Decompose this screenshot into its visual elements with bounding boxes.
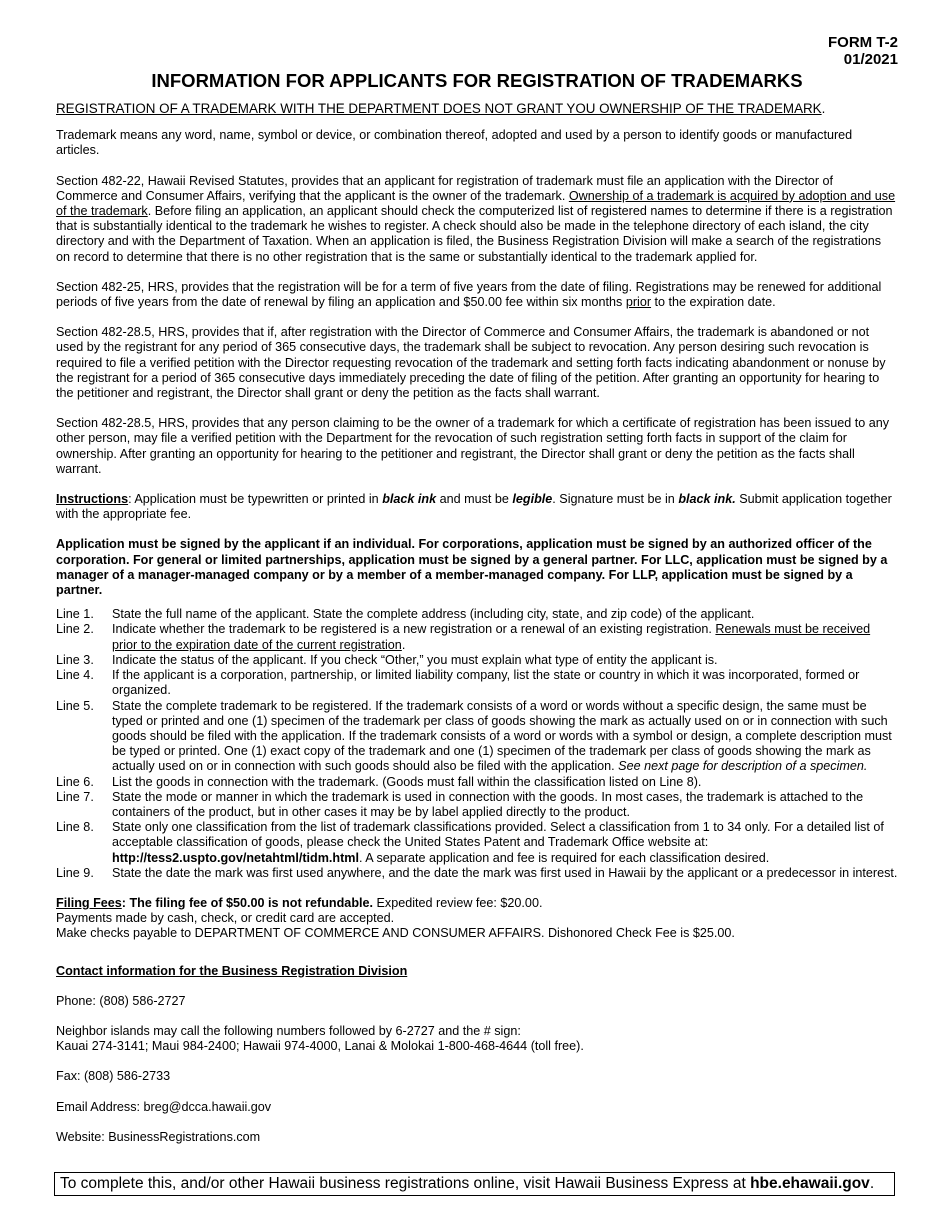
section-482-25-text-b: to the expiration date.: [651, 295, 776, 310]
form-number: FORM T-2: [828, 34, 898, 51]
line-5-specimen-note: See next page for description of a specimen.: [618, 759, 868, 774]
instructions-paragraph: [56, 492, 898, 522]
instructions-text-2: and must be: [436, 492, 513, 507]
line-label: Line 3.: [56, 652, 94, 667]
line-label: Line 6.: [56, 774, 94, 789]
line-text: If the applicant is a corporation, partnership, or limited liability company, list the state or country in which it was incorporated, formed or organized.: [112, 668, 860, 698]
ownership-notice: [56, 101, 898, 116]
filing-fees-colon: :: [121, 895, 130, 910]
line-text: State the date the mark was first used anywhere, and the date the mark was first used in Hawaii by the applicant or a predecessor in interest.: [112, 865, 898, 880]
contact-phone: Phone: (808) 586-2727: [56, 993, 186, 1008]
line-2-text-b: .: [401, 637, 406, 652]
section-482-22-text-a: Section 482-22, Hawaii Revised Statutes, provides that an applicant for registration of trademark must file an application with the Director of Commerce and Consumer Affairs, verifying that the applicant is the owner of the trademark.: [56, 173, 834, 203]
ownership-notice-end: .: [821, 101, 826, 116]
section-482-28-5-ownership: Section 482-28.5, HRS, provides that any person claiming to be the owner of a trademark for which a certificate of registration has been issued to any other person, may file a verified petition with the Department for the revocation of such registration setting forth facts in support of the claim for ownership. After granting an opportunity for hearing to the petitioner and registrant, the Director shall grant or deny the petition as the facts shall warrant.: [56, 416, 890, 476]
line-item-7: [56, 790, 898, 820]
instructions-heading: Instructions: [56, 492, 129, 507]
instructions-text-1: : Application must be typewritten or printed in: [128, 492, 383, 507]
line-text: State the mode or manner in which the trademark is used in connection with the goods. In most cases, the trademark is attached to the containers of the product, but in other cases it may be by label applied directly to the product.: [112, 789, 864, 819]
line-text: Indicate the status of the applicant. If you check “Other,” you must explain what type of entity the applicant is.: [112, 652, 718, 667]
line-5-text: State the complete trademark to be registered. If the trademark consists of a word or words without a specific design, the same must be typed or printed and one (1) specimen of the trademark per class of goods showing the mark as actually used on or in connection with such goods should be filed with the application. If the trademark consists of a word or words with a symbol or design, a complete description must be typed or printed. One (1) exact copy of the trademark and one (1) specimen of the trademark per class of goods showing the mark as actually used on or in connection with such goods should also be filed with the application.: [112, 698, 892, 774]
line-label: Line 5.: [56, 698, 94, 713]
line-label: Line 2.: [56, 622, 94, 637]
filing-fee-amount: The filing fee of $50.00 is not refundable.: [129, 895, 374, 910]
section-482-28-5-abandonment: Section 482-28.5, HRS, provides that if, after registration with the Director of Commerce and Consumer Affairs, the trademark is abandoned or not used by the registrant for any period of 365 consecutive days, the trademark shall be subject to revocation. Any person desiring such revocation is required to file a verified petition with the Director requesting revocation of the trademark and setting forth facts indicating abandonment or nonuse by the registrant for a period of 365 consecutive days immediately preceding the date of filing of the petition. After granting an opportunity for hearing to the petitioner and registrant, the Director shall grant or deny the petition as the facts shall warrant.: [56, 325, 886, 401]
signing-requirements: Application must be signed by the applicant if an individual. For corporations, application must be signed by an authorized officer of the corporation. For general or limited partnerships, application must be signed by a general partner. For LLC, application must be signed by a manager of a manager-managed company or by a member of a member-managed company. For LLP, application must be signed by a partner.: [56, 537, 888, 598]
line-item-8: [56, 820, 898, 866]
line-item-9: [56, 866, 898, 881]
line-instructions: [56, 607, 898, 881]
line-label: Line 4.: [56, 668, 94, 683]
instructions-text-3: . Signature must be in: [552, 492, 679, 507]
document-page: [56, 34, 898, 1145]
line-text: List the goods in connection with the trademark. (Goods must fall within the classification listed on Line 8).: [112, 774, 702, 789]
contact-website: Website: BusinessRegistrations.com: [56, 1129, 261, 1144]
footer-text: To complete this, and/or other Hawaii business registrations online, visit Hawaii Business Express at: [60, 1175, 751, 1192]
line-item-4: [56, 668, 898, 698]
form-identifier: [828, 34, 898, 68]
filing-fees-heading: Filing Fees: [56, 895, 122, 910]
line-2-text-a: Indicate whether the trademark to be registered is a new registration or a renewal of an existing registration.: [112, 622, 716, 637]
line-label: Line 7.: [56, 789, 94, 804]
neighbor-islands-intro: Neighbor islands may call the following numbers followed by 6-2727 and the # sign:: [56, 1023, 521, 1038]
line-item-2: [56, 622, 898, 652]
line-label: Line 9.: [56, 865, 94, 880]
section-482-22-text-b: . Before filing an application, an applicant should check the computerized list of registered names to determine if there is a registration that is substantially identical to the trademark he wishes to register. A check should also be made in the telephone directory of each island, the city directory and with the Department of Taxation. When an application is filed, the Business Registration Division will make a search of the registrations on record to determine that there is no other registration that is the same or substantially identical to the trademark applied for.: [56, 204, 893, 264]
section-482-25-text-a: Section 482-25, HRS, provides that the registration will be for a term of five years from the date of filing. Registrations may be renewed for additional periods of five years from the date of renewal by filing an application and $50.00 fee within six months: [56, 279, 882, 310]
instructions-text-4: Submit application together with the appropriate fee.: [56, 492, 892, 522]
line-label: Line 8.: [56, 820, 94, 835]
check-payable: Make checks payable to DEPARTMENT OF COMMERCE AND CONSUMER AFFAIRS. Dishonored Check Fee is $25.00.: [56, 926, 735, 941]
contact-fax: Fax: (808) 586-2733: [56, 1069, 171, 1084]
document-title: INFORMATION FOR APPLICANTS FOR REGISTRATION OF TRADEMARKS: [151, 70, 803, 91]
line-item-1: [56, 607, 898, 622]
line-8-text-b: . A separate application and fee is required for each classification desired.: [358, 850, 770, 865]
instructions-legible: legible: [512, 492, 553, 507]
line-text: State the full name of the applicant. State the complete address (including city, state, and zip code) of the applicant.: [112, 607, 755, 622]
line-2-renewals-note: Renewals must be received prior to the expiration date of the current registration: [112, 622, 871, 652]
instructions-black-ink-1: black ink: [382, 492, 437, 507]
line-text: [112, 622, 898, 652]
line-8-text-a: State only one classification from the list of trademark classifications provided. Select a classification from 1 to 34 only. For a detailed list of acceptable classification of goods, please check the United States Patent and Trademark Office website at:: [112, 820, 884, 850]
section-482-22: [56, 174, 898, 265]
ownership-notice-text: REGISTRATION OF A TRADEMARK WITH THE DEPARTMENT DOES NOT GRANT YOU OWNERSHIP OF THE TRADEMARK: [56, 101, 822, 116]
instructions-black-ink-2: black ink.: [678, 492, 736, 507]
section-482-22-ownership: Ownership of a trademark is acquired by adoption and use of the trademark: [56, 188, 896, 219]
line-text: [112, 699, 898, 775]
line-label: Line 1.: [56, 607, 94, 622]
form-date: 01/2021: [843, 51, 898, 68]
section-482-25-prior: prior: [625, 295, 652, 310]
line-item-3: [56, 653, 898, 668]
line-text: [112, 820, 898, 866]
payment-methods: Payments made by cash, check, or credit card are accepted.: [56, 911, 395, 926]
neighbor-islands: [56, 1024, 898, 1054]
contact-heading: Contact information for the Business Registration Division: [56, 963, 408, 978]
filing-fees-line: [56, 896, 898, 911]
trademark-definition: Trademark means any word, name, symbol or device, or combination thereof, adopted and used by a person to identify goods or manufactured articles.: [56, 128, 853, 158]
filing-fees-section: [56, 896, 898, 942]
online-registration-box: [54, 1172, 895, 1196]
expedited-fee: Expedited review fee: $20.00.: [373, 895, 543, 910]
line-item-5: [56, 699, 898, 775]
hbe-link[interactable]: hbe.ehawaii.gov: [750, 1175, 870, 1192]
section-482-25: [56, 280, 898, 310]
uspto-link[interactable]: http://tess2.uspto.gov/netahtml/tidm.html: [112, 850, 359, 865]
footer-end: .: [869, 1175, 875, 1192]
line-item-6: [56, 775, 898, 790]
neighbor-islands-numbers: Kauai 274-3141; Maui 984-2400; Hawaii 974-4000, Lanai & Molokai 1-800-468-4644 (toll free).: [56, 1039, 584, 1054]
contact-email: Email Address: breg@dcca.hawaii.gov: [56, 1099, 272, 1114]
